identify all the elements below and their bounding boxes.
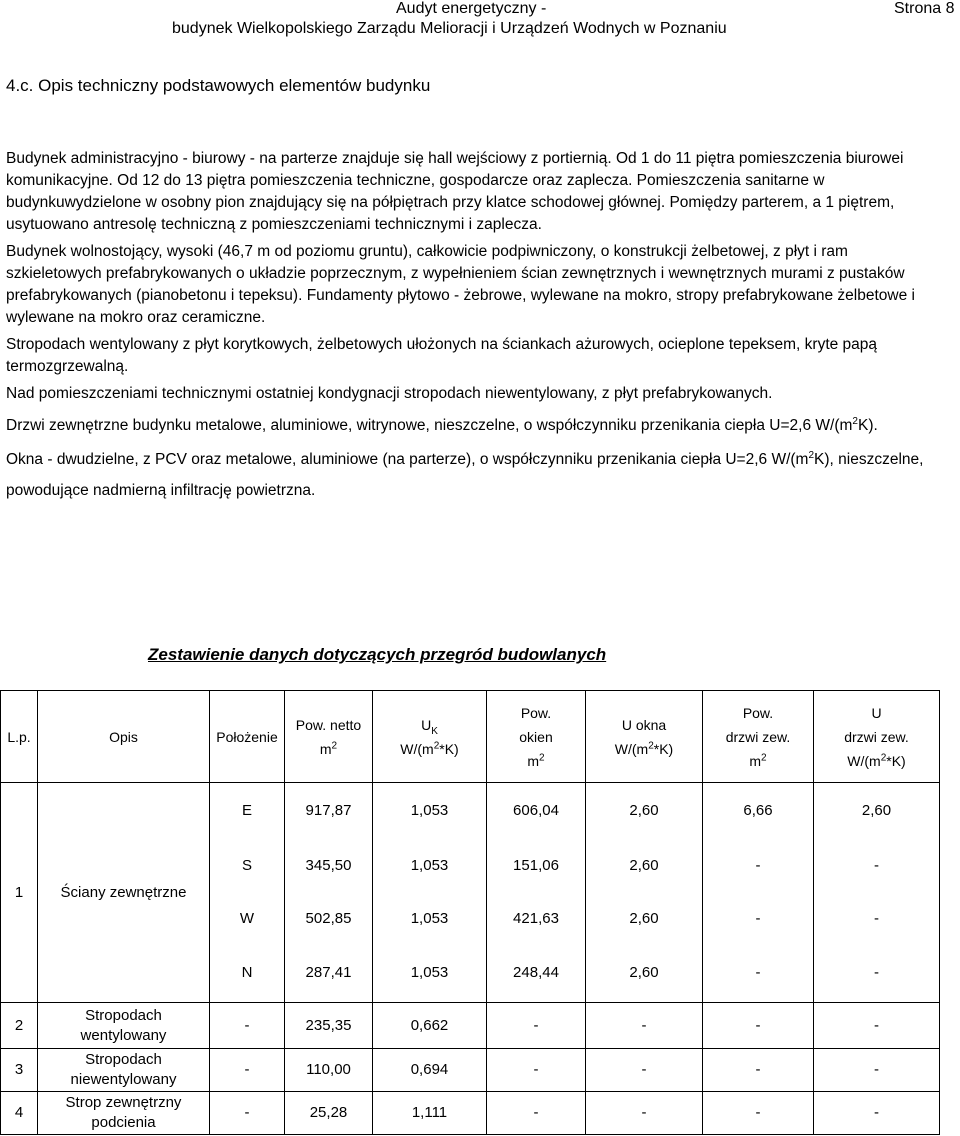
cell-u-okna: 2,60 [586, 945, 703, 1003]
cell-u: 1,053 [373, 783, 487, 839]
paragraph-unventilated-roof: Nad pomieszczeniami technicznymi ostatniej kondygnacji stropodach niewentylowany, z płyt prefabrykowanych. [6, 385, 773, 402]
cell-pow: 235,35 [285, 1003, 373, 1049]
table-row [1, 1003, 940, 1049]
paragraph-building-use: Budynek administracyjno - biurowy - na parterze znajduje się hall wejściowy z portiernią. Od 1 do 11 piętra pomieszczenia biurowei komunikacyjne. Od 12 do 13 piętra pomieszczenia techniczne, gospodarcze oraz zaplecza. Pomieszczenia sanitarne w budynkuwydzielone w osobny pion znajdujący się na półpiętrach przy klatce schodowej głównej. Pomiędzy parterem, a 1 piętrem, usytuowano antresolę techniczną z pomieszczeniami technicznymi i zaplecza. [6, 150, 904, 233]
header-polozenie: Położenie [210, 691, 285, 783]
cell-u-okna: 2,60 [586, 783, 703, 839]
cell-u-okna: 2,60 [586, 839, 703, 893]
cell-pow: 110,00 [285, 1049, 373, 1092]
header-pow-okien: Pow. okien $m^2$ [487, 691, 586, 783]
cell-u-drzwi: - [814, 1049, 940, 1092]
cell-u-drzwi: - [814, 1003, 940, 1049]
cell-pow-drzwi: - [703, 1003, 814, 1049]
page-number: Strona 8 [894, 0, 955, 17]
header-title-line1: Audyt energetyczny - [396, 0, 547, 17]
cell-polozenie: S [210, 839, 285, 893]
cell-pow-drzwi: - [703, 893, 814, 945]
header-uk: $U_K$ $W/(m^2*K)$ [373, 691, 487, 783]
cell-opis: Stropodach niewentylowany [38, 1049, 210, 1092]
cell-u: 1,053 [373, 893, 487, 945]
cell-u: 1,053 [373, 945, 487, 1003]
cell-pow-drzwi: 6,66 [703, 783, 814, 839]
cell-u: 0,662 [373, 1003, 487, 1049]
header-pow-netto: Pow. netto $m^2$ [285, 691, 373, 783]
cell-u-drzwi: - [814, 1092, 940, 1135]
cell-pow: 287,41 [285, 945, 373, 1003]
header-pow-drzwi: Pow. drzwi zew. $m^2$ [703, 691, 814, 783]
cell-u-okna: 2,60 [586, 893, 703, 945]
cell-u-drzwi: - [814, 893, 940, 945]
cell-pow: 502,85 [285, 893, 373, 945]
cell-u: 1,053 [373, 839, 487, 893]
cell-lp: 2 [1, 1003, 38, 1049]
header-title-line2: budynek Wielkopolskiego Zarządu Melioracji i Urządzeń Wodnych w Poznaniu [172, 20, 727, 37]
cell-u: 1,111 [373, 1092, 487, 1135]
cell-u-drzwi: 2,60 [814, 783, 940, 839]
paragraph-doors: Drzwi zewnętrzne budynku metalowe, aluminiowe, witrynowe, nieszczelne, o współczynniku przenikania ciepła U=2,6 $W/(m^2K)$. [6, 415, 878, 434]
cell-pow: 25,28 [285, 1092, 373, 1135]
cell-opis: Stropodach wentylowany [38, 1003, 210, 1049]
cell-u-okna: - [586, 1003, 703, 1049]
description-text [6, 148, 936, 509]
cell-lp: 4 [1, 1092, 38, 1135]
partitions-table [0, 690, 940, 1135]
cell-pow-okien: 151,06 [487, 839, 586, 893]
cell-pow-okien: 606,04 [487, 783, 586, 839]
cell-pow-drzwi: - [703, 1049, 814, 1092]
paragraph-ventilated-roof: Stropodach wentylowany z płyt korytkowych, żelbetowych ułożonych na ściankach ażurowych, ocieplone tepeksem, kryte papą termozgrzewalną. [6, 336, 878, 375]
cell-u-drzwi: - [814, 945, 940, 1003]
header-u-drzwi: U drzwi zew. $W/(m^2*K)$ [814, 691, 940, 783]
cell-polozenie: - [210, 1092, 285, 1135]
cell-u: 0,694 [373, 1049, 487, 1092]
paragraph-construction: Budynek wolnostojący, wysoki (46,7 m od poziomu gruntu), całkowicie podpiwniczony, o konstrukcji żelbetowej, z płyt i ram szkieletowych prefabrykowanych o układzie poprzecznym, z wypełnieniem ścian zewnętrznych i wewnętrznych murami z pustaków prefabrykowanych (pianobetonu i tepeksu). Fundamenty płytowo - żebrowe, wylewane na mokro, stropy prefabrykowane żelbetowe i wylewane na mokro oraz ceramiczne. [6, 243, 915, 326]
cell-lp: 1 [1, 783, 38, 1003]
table-title: Zestawienie danych dotyczących przegród budowlanych [148, 645, 607, 664]
paragraph-windows: Okna - dwudzielne, z PCV oraz metalowe, aluminiowe (na parterze), o współczynniku przenikania ciepła U=2,6 $W/(m^2K)$, nieszczelne, powodujące nadmierną infiltrację powietrzna. [6, 449, 924, 499]
cell-polozenie: W [210, 893, 285, 945]
cell-opis: Strop zewnętrzny podcienia [38, 1092, 210, 1135]
section-title: 4.c. Opis techniczny podstawowych elementów budynku [6, 76, 431, 95]
cell-pow-drzwi: - [703, 839, 814, 893]
cell-polozenie: N [210, 945, 285, 1003]
cell-polozenie: - [210, 1049, 285, 1092]
cell-u-okna: - [586, 1049, 703, 1092]
table-row [1, 1092, 940, 1135]
cell-pow: 917,87 [285, 783, 373, 839]
table-header-row [1, 691, 940, 783]
cell-polozenie: E [210, 783, 285, 839]
table-row [1, 1049, 940, 1092]
cell-pow: 345,50 [285, 839, 373, 893]
header-u-okna: U okna $W/(m^2*K)$ [586, 691, 703, 783]
table-row [1, 783, 940, 839]
cell-pow-okien: - [487, 1092, 586, 1135]
cell-pow-okien: 248,44 [487, 945, 586, 1003]
cell-lp: 3 [1, 1049, 38, 1092]
header-opis: Opis [38, 691, 210, 783]
cell-pow-drzwi: - [703, 1092, 814, 1135]
cell-u-okna: - [586, 1092, 703, 1135]
cell-pow-okien: - [487, 1003, 586, 1049]
header-lp: L.p. [1, 691, 38, 783]
cell-opis: Ściany zewnętrzne [38, 783, 210, 1003]
cell-polozenie: - [210, 1003, 285, 1049]
cell-pow-okien: - [487, 1049, 586, 1092]
cell-u-drzwi: - [814, 839, 940, 893]
cell-pow-okien: 421,63 [487, 893, 586, 945]
cell-pow-drzwi: - [703, 945, 814, 1003]
